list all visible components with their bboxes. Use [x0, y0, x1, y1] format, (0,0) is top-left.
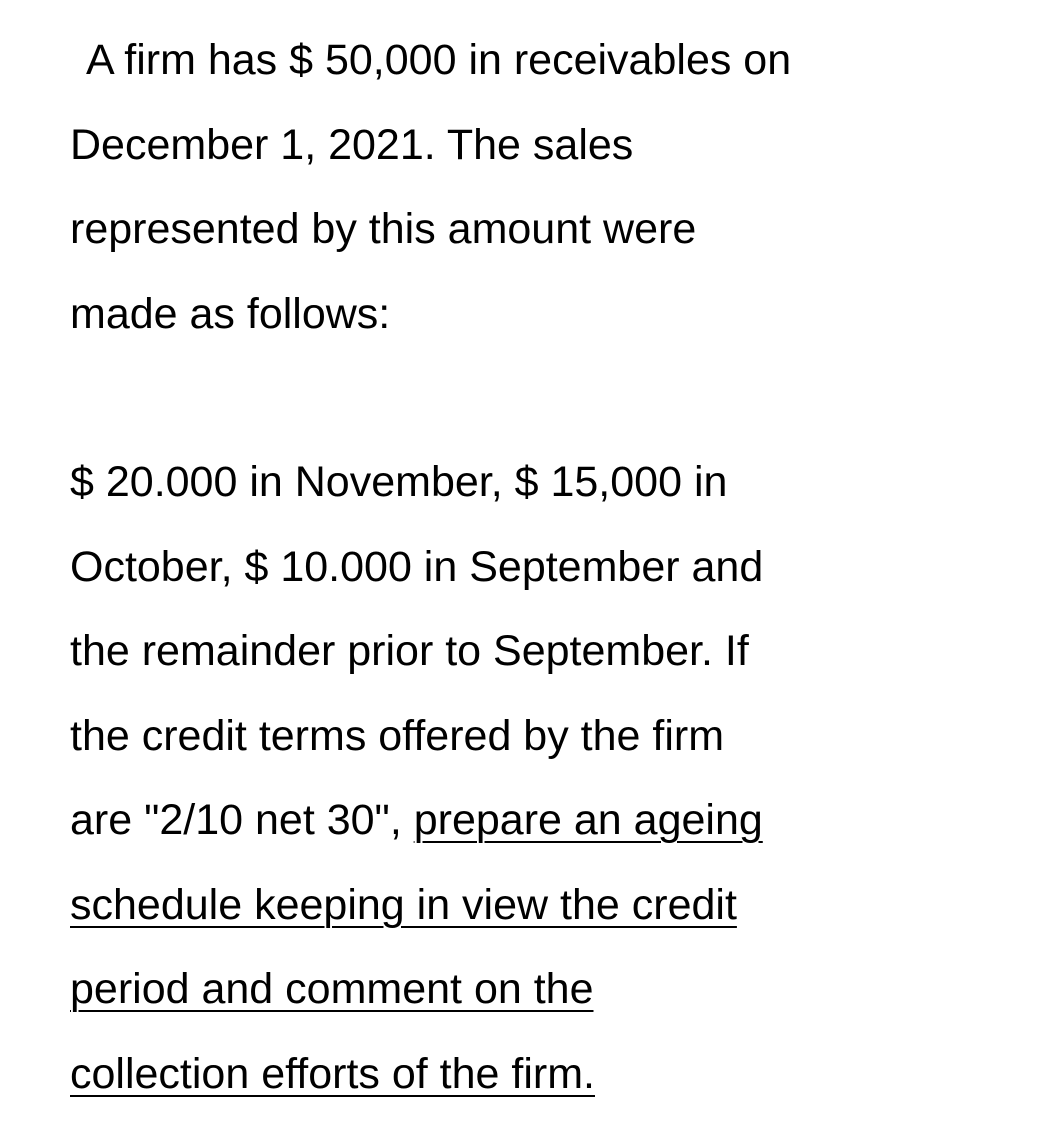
text-line: December 1, 2021. The sales	[70, 120, 634, 169]
text-line: A firm has $ 50,000 in receivables on	[86, 36, 792, 84]
paragraph-question	[70, 440, 1020, 1116]
underlined-text-line	[70, 947, 1020, 1032]
text-line: represented by this amount were	[70, 205, 697, 253]
underlined-text-line	[70, 863, 1020, 948]
underlined-text-segment: schedule keeping in view the credit	[70, 880, 737, 929]
text-line: October, $ 10.000 in September and	[70, 542, 764, 591]
text-line: the credit terms offered by the firm	[70, 711, 725, 760]
text-line: made as follows:	[70, 289, 391, 338]
underlined-text-segment: prepare an ageing	[413, 796, 763, 844]
underlined-text-segment: period and comment on the	[70, 965, 594, 1013]
text-line: $ 20.000 in November, $ 15,000 in	[70, 458, 728, 506]
document-body	[70, 18, 1020, 1116]
text-line-mixed	[70, 778, 1020, 863]
text-line: the remainder prior to September. If	[70, 627, 749, 675]
paragraph-intro	[70, 18, 1020, 356]
underlined-text-segment: collection efforts of the firm.	[70, 1049, 595, 1098]
text-segment: are "2/10 net 30",	[70, 796, 414, 844]
underlined-text-line	[70, 1032, 1020, 1117]
